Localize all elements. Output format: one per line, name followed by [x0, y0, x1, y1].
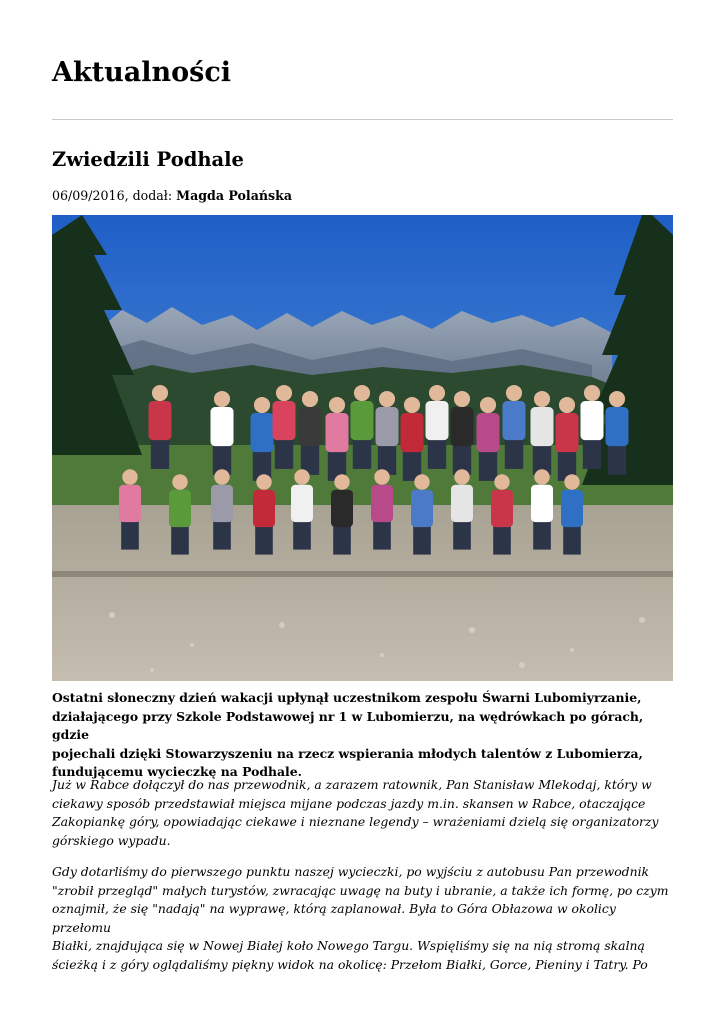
paragraph-line: ścieżką i z góry oglądaliśmy piękny widok na okolicę: Przełom Białki, Gorce, Pieniny i Tatry. Po: [52, 956, 648, 972]
post-paragraph-2: [52, 863, 677, 974]
header-divider: [52, 119, 673, 120]
paragraph-line: Już w Rabce dołączył do nas przewodnik, a zarazem ratownik, Pan Stanisław Mlekodaj, który w: [52, 777, 652, 792]
paragraph-line: Zakopiankę góry, opowiadając ciekawe i nieznane legendy – wrażeniami dzielą się organizatorzy: [52, 814, 659, 829]
paragraph-line: Gdy dotarliśmy do pierwszego punktu naszej wycieczki, po wyjściu z autobusu Pan przewodnik: [52, 864, 650, 879]
post-author: Magda Polańska: [176, 188, 293, 203]
paragraph-line: ciekawy sposób przedstawiał miejsca mijane podczas jazdy m.in. skansen w Rabce, otaczające: [52, 795, 646, 811]
lead-line: pojechali dzięki Stowarzyszeniu na rzecz wspierania młodych talentów z Lubomierza,: [52, 745, 643, 761]
post-title[interactable]: Zwiedzili Podhale: [52, 148, 244, 171]
paragraph-line: górskiego wypadu.: [52, 832, 171, 848]
site-title: Aktualności: [52, 57, 232, 88]
paragraph-line: Białki, znajdująca się w Nowej Białej koło Nowego Targu. Wspięliśmy się na nią stromą skalną: [52, 938, 645, 953]
paragraph-line: "zrobił przegląd" małych turystów, zwracając uwagę na buty i ubranie, a także ich formę, po czym: [52, 882, 669, 898]
lead-line: fundującemu wycieczkę na Podhale.: [52, 764, 302, 779]
post-meta: [52, 187, 292, 205]
post-date: 06/09/2016, dodał:: [52, 188, 177, 203]
post-photo: [52, 215, 673, 681]
post-paragraph-1: [52, 776, 677, 850]
post-lead: [52, 689, 677, 782]
lead-line: Ostatni słoneczny dzień wakacji upłynął uczestnikom zespołu Śwarni Lubomiyrzanie,: [52, 690, 642, 705]
lead-line: działającego przy Szkole Podstawowej nr 1 w Lubomierzu, na wędrówkach po górach, gdzie: [52, 708, 644, 742]
paragraph-line: oznajmił, że się "nadają" na wyprawę, którą zaplanował. Była to Góra Obłazowa w okolicy przełomu: [52, 901, 616, 935]
